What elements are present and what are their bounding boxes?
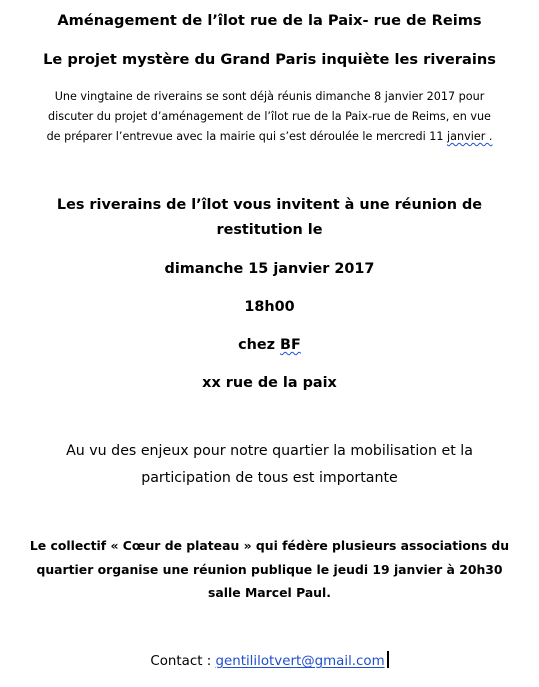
intro-line-1: Une vingtaine de riverains se sont déjà réunis dimanche 8 janvier 2017 pour xyxy=(54,90,485,103)
invitation-line-1: Les riverains de l’îlot vous invitent à une réunion de xyxy=(56,197,483,213)
invitation-line-2: restitution le xyxy=(216,222,323,238)
meeting-address: xx rue de la paix xyxy=(202,375,337,391)
meeting-time: 18h00 xyxy=(244,299,295,315)
document-subtitle: Le projet mystère du Grand Paris inquiète les riverains xyxy=(43,51,496,68)
text-cursor xyxy=(387,651,389,668)
meeting-place-marked: BF xyxy=(280,337,301,353)
contact-line xyxy=(0,651,539,669)
intro-line-2: discuter du projet d’aménagement de l’îlot rue de la Paix-rue de Reims, en vue xyxy=(48,110,491,123)
meeting-date: dimanche 15 janvier 2017 xyxy=(164,261,375,277)
collectif-line-1: Le collectif « Cœur de plateau » qui fédère plusieurs associations du xyxy=(29,538,510,553)
collectif-line-3: salle Marcel Paul. xyxy=(208,585,331,600)
meeting-place-prefix: chez xyxy=(238,337,281,353)
intro-line-3 xyxy=(0,130,539,143)
contact-email-link[interactable]: gentililotvert@gmail.com xyxy=(215,654,385,669)
contact-label: Contact : xyxy=(150,654,216,669)
meeting-place xyxy=(0,337,539,353)
collectif-line-2: quartier organise une réunion publique le jeudi 19 janvier à 20h30 xyxy=(36,562,503,577)
spellcheck-marked-word: janvier . xyxy=(447,130,493,143)
mobilisation-line-2: participation de tous est importante xyxy=(141,470,398,486)
document-title: Aménagement de l’îlot rue de la Paix- rue de Reims xyxy=(57,12,482,29)
intro-line-3-text: de préparer l’entrevue avec la mairie qui s’est déroulée le mercredi 11 xyxy=(46,130,448,143)
mobilisation-line-1: Au vu des enjeux pour notre quartier la mobilisation et la xyxy=(66,443,473,459)
